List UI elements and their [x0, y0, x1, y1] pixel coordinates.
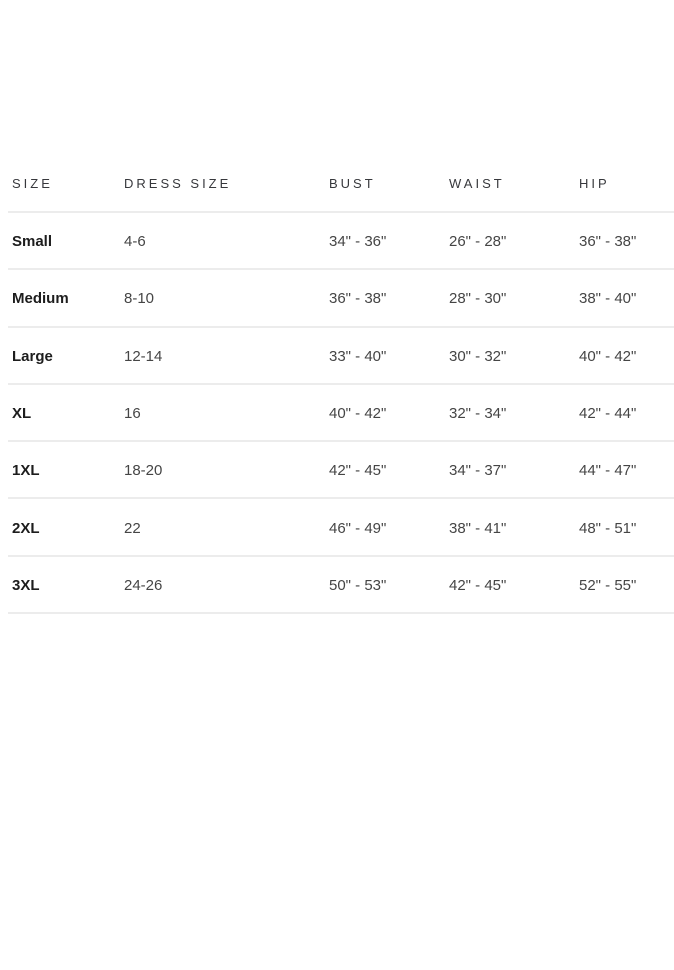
waist-cell: 32" - 34"	[449, 405, 507, 423]
table-header-row	[0, 170, 674, 213]
dress-size-cell: 18-20	[124, 462, 163, 480]
bust-cell: 34" - 36"	[329, 233, 387, 251]
table-row-xl	[0, 385, 674, 442]
waist-cell: 28" - 30"	[449, 290, 507, 308]
dress-size-cell: 24-26	[124, 576, 163, 594]
waist-cell: 34" - 37"	[449, 462, 507, 480]
waist-cell: 38" - 41"	[449, 519, 507, 537]
hip-cell: 42" - 44"	[579, 405, 637, 423]
dress-size-cell: 8-10	[124, 290, 155, 308]
bust-cell: 40" - 42"	[329, 405, 387, 423]
dress-size-cell: 4-6	[124, 233, 146, 251]
bust-cell: 50" - 53"	[329, 576, 387, 594]
column-header-size: SIZE	[12, 176, 53, 191]
table-row-3xl	[0, 557, 674, 614]
size-cell: 3XL	[12, 576, 40, 594]
size-chart-table	[0, 170, 674, 614]
bust-cell: 33" - 40"	[329, 347, 387, 365]
size-cell: XL	[12, 405, 32, 423]
size-cell: 2XL	[12, 519, 40, 537]
dress-size-cell: 22	[124, 519, 141, 537]
dress-size-cell: 12-14	[124, 347, 163, 365]
waist-cell: 30" - 32"	[449, 347, 507, 365]
bust-cell: 46" - 49"	[329, 519, 387, 537]
table-row-large	[0, 328, 674, 385]
table-row-small	[0, 213, 674, 270]
hip-cell: 40" - 42"	[579, 347, 637, 365]
column-header-waist: WAIST	[449, 176, 505, 191]
size-cell: Large	[12, 347, 53, 365]
bust-cell: 42" - 45"	[329, 462, 387, 480]
waist-cell: 26" - 28"	[449, 233, 507, 251]
column-header-hip: HIP	[579, 176, 610, 191]
waist-cell: 42" - 45"	[449, 576, 507, 594]
size-cell: Medium	[12, 290, 69, 308]
size-cell: Small	[12, 233, 53, 251]
table-row-2xl	[0, 499, 674, 556]
size-cell: 1XL	[12, 462, 40, 480]
bust-cell: 36" - 38"	[329, 290, 387, 308]
hip-cell: 48" - 51"	[579, 519, 637, 537]
hip-cell: 44" - 47"	[579, 462, 637, 480]
table-row-medium	[0, 270, 674, 327]
column-header-bust: BUST	[329, 176, 376, 191]
hip-cell: 36" - 38"	[579, 233, 637, 251]
dress-size-cell: 16	[124, 405, 141, 423]
table-row-1xl	[0, 442, 674, 499]
hip-cell: 52" - 55"	[579, 576, 637, 594]
hip-cell: 38" - 40"	[579, 290, 637, 308]
column-header-dress-size: DRESS SIZE	[124, 176, 232, 191]
